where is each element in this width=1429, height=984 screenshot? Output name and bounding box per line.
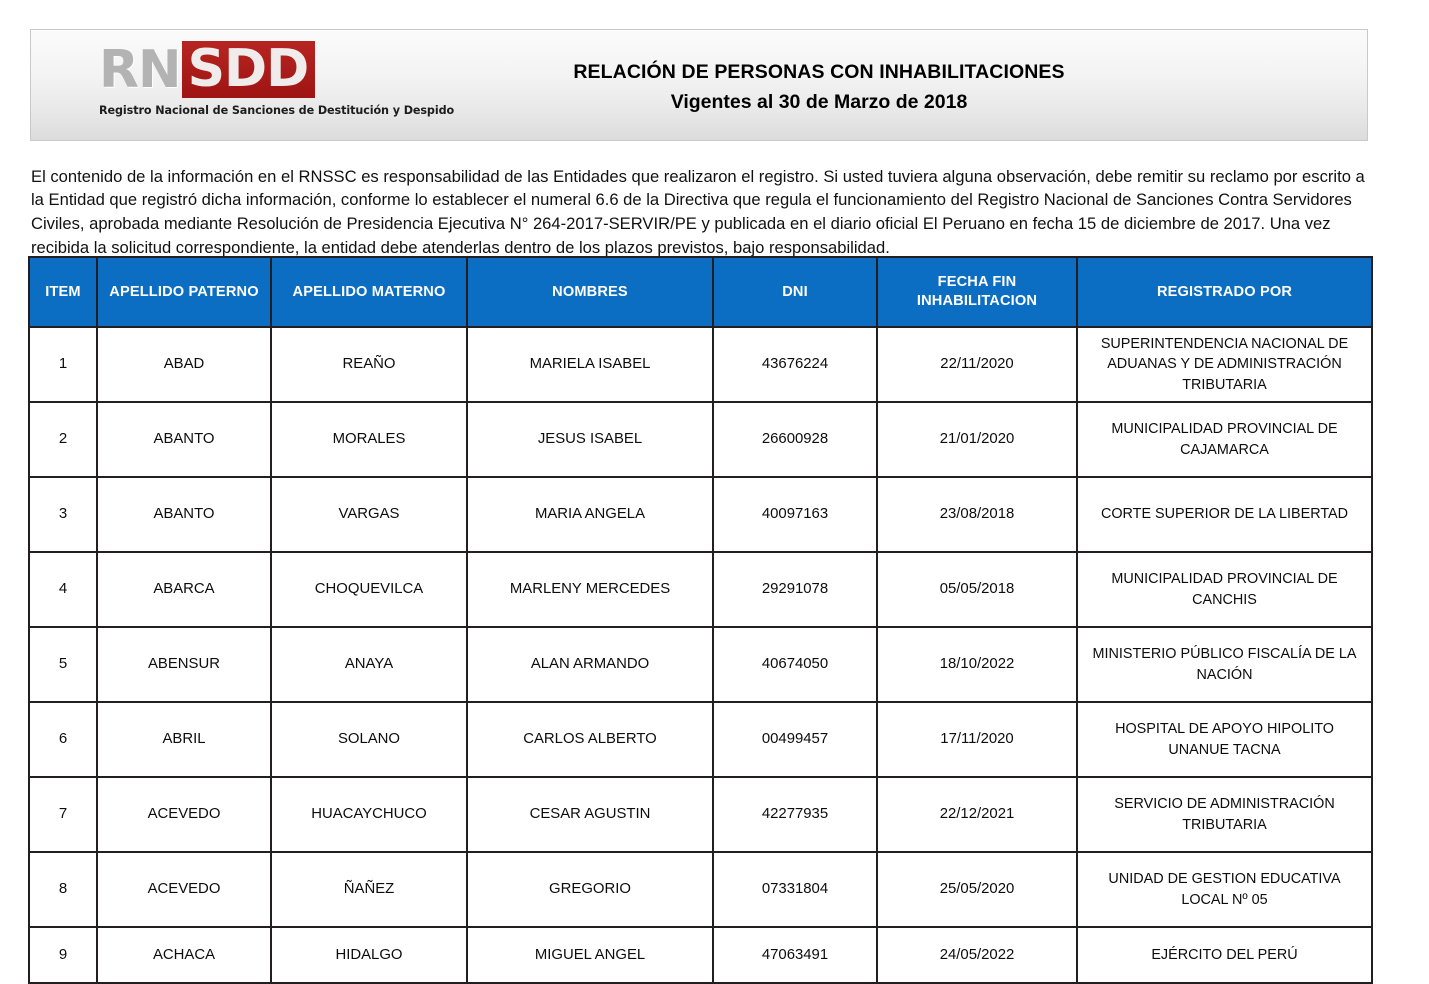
cell-item: 2 (29, 402, 97, 477)
page-subtitle: Vigentes al 30 de Marzo de 2018 (670, 91, 968, 113)
cell-nombres: MARIA ANGELA (467, 477, 713, 552)
cell-apellido-paterno: ABENSUR (97, 627, 271, 702)
table-row (29, 402, 1372, 477)
cell-item: 7 (29, 777, 97, 852)
cell-registrado-por: MINISTERIO PÚBLICO FISCALÍA DE LA NACIÓN (1077, 627, 1372, 702)
cell-nombres: ALAN ARMANDO (467, 627, 713, 702)
cell-nombres: CESAR AGUSTIN (467, 777, 713, 852)
cell-item: 4 (29, 552, 97, 627)
column-header-apellido-paterno: APELLIDO PATERNO (97, 257, 271, 327)
cell-apellido-paterno: ABANTO (97, 477, 271, 552)
cell-fecha-fin: 25/05/2020 (877, 852, 1077, 927)
cell-apellido-materno: HUACAYCHUCO (271, 777, 467, 852)
cell-apellido-materno: CHOQUEVILCA (271, 552, 467, 627)
cell-registrado-por: MUNICIPALIDAD PROVINCIAL DE CAJAMARCA (1077, 402, 1372, 477)
cell-item: 6 (29, 702, 97, 777)
cell-fecha-fin: 17/11/2020 (877, 702, 1077, 777)
column-header-fecha-line1: FECHA FIN (937, 274, 1017, 291)
cell-registrado-por: HOSPITAL DE APOYO HIPOLITO UNANUE TACNA (1077, 702, 1372, 777)
cell-dni: 26600928 (713, 402, 877, 477)
cell-dni: 07331804 (713, 852, 877, 927)
document-title-block (381, 30, 1367, 140)
cell-fecha-fin: 24/05/2022 (877, 927, 1077, 983)
cell-apellido-paterno: ACEVEDO (97, 777, 271, 852)
table-row (29, 552, 1372, 627)
table-header (29, 257, 1372, 327)
cell-nombres: GREGORIO (467, 852, 713, 927)
page-title: RELACIÓN DE PERSONAS CON INHABILITACIONES (573, 61, 1065, 83)
cell-apellido-paterno: ABRIL (97, 702, 271, 777)
cell-dni: 47063491 (713, 927, 877, 983)
column-header-dni: DNI (713, 257, 877, 327)
cell-apellido-paterno: ABANTO (97, 402, 271, 477)
registry-table (28, 256, 1373, 984)
cell-apellido-materno: REAÑO (271, 327, 467, 402)
column-header-fecha-line2: INHABILITACION (916, 293, 1038, 309)
cell-dni: 40097163 (713, 477, 877, 552)
cell-item: 8 (29, 852, 97, 927)
cell-dni: 00499457 (713, 702, 877, 777)
cell-registrado-por: UNIDAD DE GESTION EDUCATIVA LOCAL Nº 05 (1077, 852, 1372, 927)
logo-sdd-text: SDD (187, 39, 309, 99)
cell-registrado-por: MUNICIPALIDAD PROVINCIAL DE CANCHIS (1077, 552, 1372, 627)
table-row (29, 477, 1372, 552)
cell-apellido-paterno: ABARCA (97, 552, 271, 627)
registry-table-container (28, 256, 1371, 984)
logo-sdd-badge (182, 41, 316, 98)
cell-nombres: CARLOS ALBERTO (467, 702, 713, 777)
table-row (29, 927, 1372, 983)
cell-item: 9 (29, 927, 97, 983)
table-row (29, 702, 1372, 777)
cell-apellido-materno: HIDALGO (271, 927, 467, 983)
cell-item: 3 (29, 477, 97, 552)
cell-apellido-materno: ÑAÑEZ (271, 852, 467, 927)
cell-fecha-fin: 05/05/2018 (877, 552, 1077, 627)
column-header-nombres: NOMBRES (467, 257, 713, 327)
logo-rn-text: RN (99, 40, 181, 100)
rnsdd-logo (31, 30, 455, 140)
table-header-row (29, 257, 1372, 327)
table-row (29, 327, 1372, 402)
cell-apellido-paterno: ACEVEDO (97, 852, 271, 927)
cell-apellido-materno: SOLANO (271, 702, 467, 777)
cell-nombres: MARLENY MERCEDES (467, 552, 713, 627)
cell-apellido-paterno: ACHACA (97, 927, 271, 983)
logo-subtitle: Registro Nacional de Sanciones de Destitución y Despido (99, 104, 455, 117)
table-row (29, 777, 1372, 852)
column-header-registrado-por: REGISTRADO POR (1077, 257, 1372, 327)
disclaimer-text: El contenido de la información en el RNSSC es responsabilidad de las Entidades que realizaron el registro. Si usted tuviera alguna observación, debe remitir su reclamo por escrito a la Entidad que registró dicha información, conforme lo establecer el numeral 6.6 de la Directiva que regula el funcionamiento del Registro Nacional de Sanciones Contra Servidores Civiles, aprobada mediante Resolución de Presidencia Ejecutiva N° 264-2017-SERVIR/PE y publicada en el diario oficial El Peruano en fecha 15 de diciembre de 2017. Una vez recibida la solicitud correspondiente, la entidad debe atenderlas dentro de los plazos previstos, bajo responsabilidad. (31, 166, 1365, 257)
column-header-fecha-fin-inhabilitacion (877, 257, 1077, 327)
table-body (29, 327, 1372, 983)
cell-item: 5 (29, 627, 97, 702)
column-header-item: ITEM (29, 257, 97, 327)
cell-apellido-materno: VARGAS (271, 477, 467, 552)
cell-apellido-materno: MORALES (271, 402, 467, 477)
cell-dni: 42277935 (713, 777, 877, 852)
cell-nombres: MARIELA ISABEL (467, 327, 713, 402)
cell-registrado-por: SUPERINTENDENCIA NACIONAL DE ADUANAS Y DE ADMINISTRACIÓN TRIBUTARIA (1077, 327, 1372, 402)
cell-item: 1 (29, 327, 97, 402)
table-row (29, 627, 1372, 702)
cell-apellido-paterno: ABAD (97, 327, 271, 402)
cell-dni: 43676224 (713, 327, 877, 402)
cell-dni: 40674050 (713, 627, 877, 702)
cell-fecha-fin: 22/12/2021 (877, 777, 1077, 852)
cell-fecha-fin: 22/11/2020 (877, 327, 1077, 402)
cell-fecha-fin: 18/10/2022 (877, 627, 1077, 702)
masthead-banner (30, 29, 1368, 141)
cell-registrado-por: EJÉRCITO DEL PERÚ (1077, 927, 1372, 983)
logo-wordmark (99, 41, 381, 98)
cell-apellido-materno: ANAYA (271, 627, 467, 702)
table-row (29, 852, 1372, 927)
cell-fecha-fin: 21/01/2020 (877, 402, 1077, 477)
cell-fecha-fin: 23/08/2018 (877, 477, 1077, 552)
cell-registrado-por: SERVICIO DE ADMINISTRACIÓN TRIBUTARIA (1077, 777, 1372, 852)
cell-dni: 29291078 (713, 552, 877, 627)
cell-nombres: MIGUEL ANGEL (467, 927, 713, 983)
column-header-apellido-materno: APELLIDO MATERNO (271, 257, 467, 327)
cell-nombres: JESUS ISABEL (467, 402, 713, 477)
cell-registrado-por: CORTE SUPERIOR DE LA LIBERTAD (1077, 477, 1372, 552)
